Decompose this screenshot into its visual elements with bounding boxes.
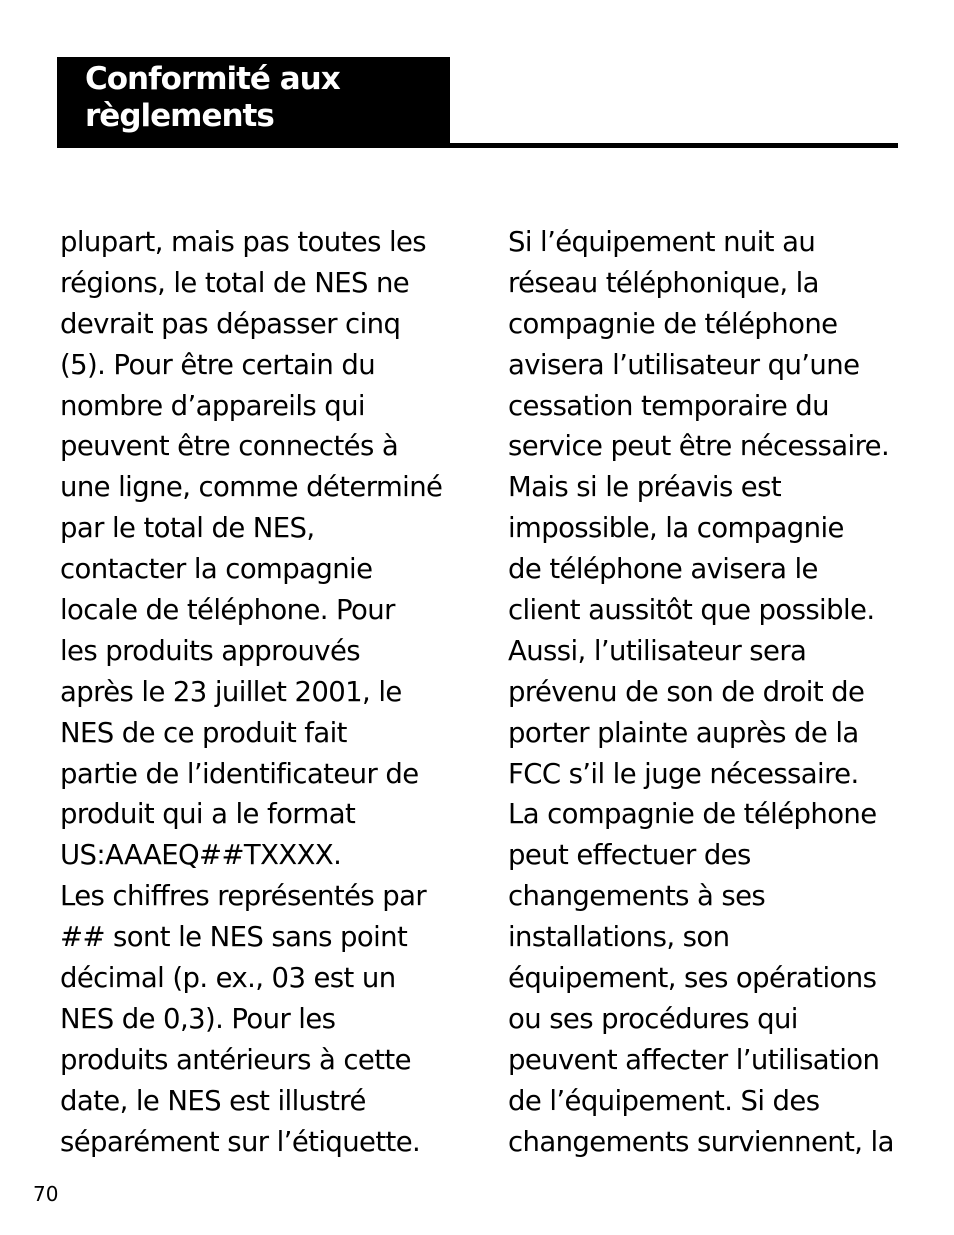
- section-title-line-2: règlements: [85, 98, 274, 134]
- text-line: une ligne, comme déterminé: [60, 471, 443, 504]
- text-line: peut effectuer des: [508, 839, 751, 872]
- text-line: Mais si le préavis est: [508, 471, 782, 504]
- text-line: (5). Pour être certain du: [60, 348, 376, 381]
- text-line: ou ses procédures qui: [508, 1002, 798, 1035]
- text-line: Aussi, l’utilisateur sera: [508, 634, 807, 667]
- text-line: ## sont le NES sans point: [60, 921, 408, 954]
- text-line: NES de 0,3). Pour les: [60, 1002, 336, 1035]
- text-line: locale de téléphone. Pour: [60, 594, 395, 627]
- text-line: peuvent affecter l’utilisation: [508, 1043, 880, 1076]
- right-text-column: [508, 222, 894, 1162]
- text-line: installations, son: [508, 921, 730, 954]
- text-line: FCC s’il le juge nécessaire.: [508, 757, 859, 790]
- text-line: Les chiffres représentés par: [60, 880, 427, 913]
- section-title: [85, 61, 450, 135]
- text-line: porter plainte auprès de la: [508, 716, 859, 749]
- text-line: prévenu de son de droit de: [508, 675, 865, 708]
- text-line: régions, le total de NES ne: [60, 266, 410, 299]
- left-text-column: [60, 222, 442, 1162]
- text-line: nombre d’appareils qui: [60, 389, 365, 422]
- page-number: 70: [33, 1182, 59, 1206]
- text-line: client aussitôt que possible.: [508, 594, 875, 627]
- text-line: date, le NES est illustré: [60, 1084, 366, 1117]
- text-line: cessation temporaire du: [508, 389, 829, 422]
- text-line: NES de ce produit fait: [60, 716, 347, 749]
- text-line: plupart, mais pas toutes les: [60, 226, 427, 258]
- text-line: La compagnie de téléphone: [508, 798, 877, 831]
- text-line: séparément sur l’étiquette.: [60, 1125, 421, 1158]
- section-header: [57, 57, 450, 146]
- text-line: contacter la compagnie: [60, 553, 373, 586]
- section-title-line-1: Conformité aux: [85, 61, 340, 97]
- text-line: devrait pas dépasser cinq: [60, 307, 401, 340]
- text-line: service peut être nécessaire.: [508, 430, 890, 463]
- text-line: impossible, la compagnie: [508, 512, 844, 545]
- text-line: réseau téléphonique, la: [508, 266, 819, 299]
- text-line: décimal (p. ex., 03 est un: [60, 962, 396, 995]
- text-line: après le 23 juillet 2001, le: [60, 675, 402, 708]
- text-line: de téléphone avisera le: [508, 553, 818, 586]
- text-line: les produits approuvés: [60, 634, 361, 667]
- text-line: équipement, ses opérations: [508, 962, 877, 995]
- text-line: partie de l’identificateur de: [60, 757, 419, 790]
- text-line: produit qui a le format: [60, 798, 356, 831]
- text-line: Si l’équipement nuit au: [508, 226, 816, 258]
- text-line: par le total de NES,: [60, 512, 315, 545]
- text-line: de l’équipement. Si des: [508, 1084, 820, 1117]
- text-line: changements à ses: [508, 880, 766, 913]
- text-line: US:AAAEQ##TXXXX.: [60, 839, 342, 872]
- text-line: compagnie de téléphone: [508, 307, 838, 340]
- text-line: produits antérieurs à cette: [60, 1043, 411, 1076]
- text-line: changements surviennent, la: [508, 1125, 894, 1158]
- header-divider: [57, 143, 898, 148]
- text-line: peuvent être connectés à: [60, 430, 399, 463]
- text-line: avisera l’utilisateur qu’une: [508, 348, 860, 381]
